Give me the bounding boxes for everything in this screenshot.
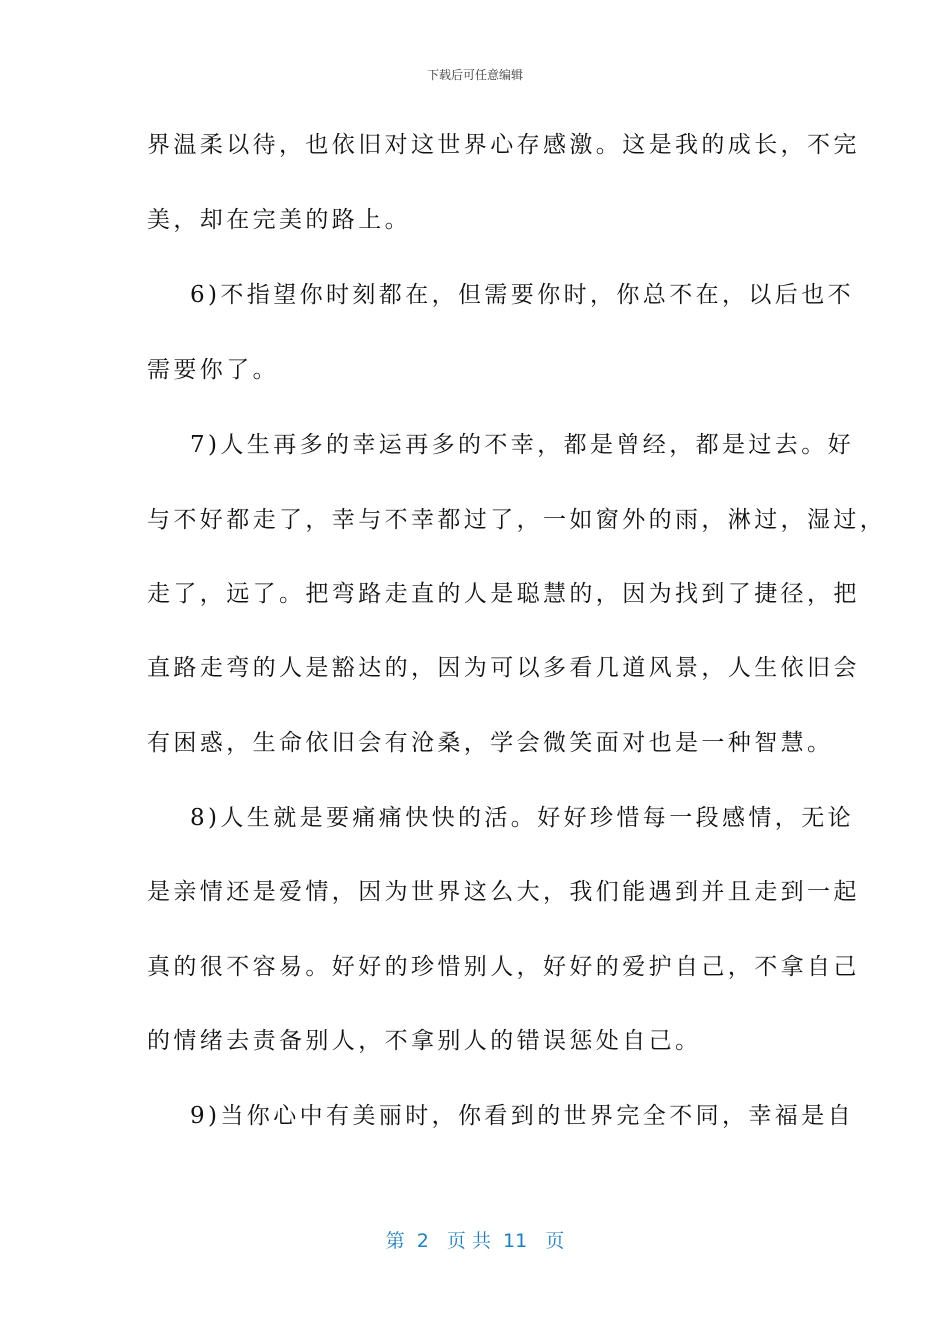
paragraph-line: 6)不指望你时刻都在，但需要你时，你总不在，以后也不 [190,282,855,308]
paragraph-line: 8)人生就是要痛痛快快的活。好好珍惜每一段感情，无论 [190,805,855,831]
paragraph-line: 美，却在完美的路上。 [147,207,411,233]
paragraph-line: 真的很不容易。好好的珍惜别人，好好的爱护自己，不拿自己 [147,954,860,980]
paragraph-line: 需要你了。 [147,357,279,383]
paragraph-line: 9)当你心中有美丽时，你看到的世界完全不同，幸福是自 [190,1103,855,1129]
header-note: 下载后可任意编辑 [426,68,523,82]
paragraph-line: 与不好都走了，幸与不幸都过了，一如窗外的雨，淋过，湿过， [147,507,887,533]
paragraph-line: 7)人生再多的幸运再多的不幸，都是曾经，都是过去。好 [190,432,855,458]
paragraph-line: 是亲情还是爱情，因为世界这么大，我们能遇到并且走到一起 [147,879,860,905]
paragraph-line: 有困惑，生命依旧会有沧桑，学会微笑面对也是一种智慧。 [147,730,834,756]
paragraph-line: 直路走弯的人是豁达的，因为可以多看几道风景，人生依旧会 [147,655,860,681]
page-number-footer: 第 2 页 共 11 页 [385,1230,565,1252]
paragraph-line: 界温柔以待，也依旧对这世界心存感激。这是我的成长，不完 [147,132,860,158]
paragraph-line: 走了，远了。把弯路走直的人是聪慧的，因为找到了捷径，把 [147,581,860,607]
paragraph-line: 的情绪去责备别人，不拿别人的错误惩处自己。 [147,1028,702,1054]
